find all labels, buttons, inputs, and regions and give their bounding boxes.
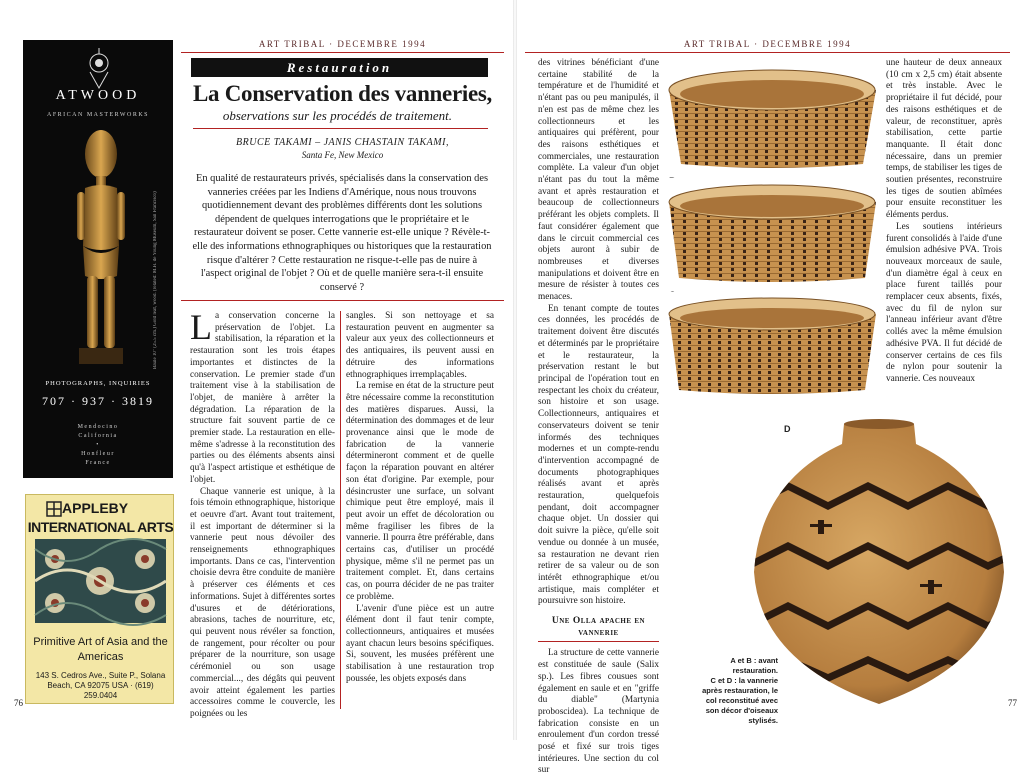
paragraph: Les soutiens intérieurs furent consolidés à l'aide d'une émulsion adhésive PVA. Trois nouveaux morceaux de saule, d'un diamètre égal à ceux en place furent taillés pour remplacer ceux absents, fixés, avec du fil de nylon sur l'anneau inférieur avant d'être collés avec la même émulsion adhésive PVA. Il fut décidé de conserver certains de ces fils de nylon pour soutenir la vannerie. Ces nouveaux <box>886 221 1002 384</box>
atwood-location-2b: France <box>85 460 111 466</box>
paragraph: La structure de cette vannerie est constituée de saule (Salix sp.). Les fibres cousues sont également en saule et en "griffe du diable" (Martynia proboscidea). La technique de fabrication consiste en un enroulement d'un cordon tressé posé et fixé sur trois tiges intérieures. Une section du col sur <box>538 648 659 776</box>
article-column-3 <box>538 58 659 776</box>
article-column-1 <box>190 307 335 719</box>
photo-caption-line-2: C et D : la vannerie après restauration, le col reconstitué avec son décor d'oiseaux stylisés. <box>702 676 778 725</box>
atwood-phone[interactable]: 707 · 937 · 3819 <box>42 394 154 408</box>
running-head-left: ART TRIBAL · DECEMBRE 1994 <box>181 39 504 53</box>
paragraph: des vitrines bénéficiant d'une certaine stabilité de la température et de l'humidité et n'étant pas ou peu manipulés, il n'en est pas de même chez les collectionneurs et les antiquaires qui préfèrent, pour des raisons esthétiques et commerciales, une restauration complète. La valeur d'un objet n'étant pas du tout la même avant et après restauration et beaucoup de collectionneurs préférant les objets complets. Il faut considérer également que dans le circuit commercial ces objets auront à subir de nombreuses et diverses manipulations et doivent être en mesure de résister à toutes ces menaces. <box>538 58 659 303</box>
paragraph: L'avenir d'une pièce est un autre élément dont il faut tenir compte, collectionneurs, antiquaires et musées ayant chacun leurs besoins spécifiques. Si, souvent, les musées préfèrent une stabilisation à une restauration trop poussée, les objets exposés dans <box>346 603 494 684</box>
article-title: La Conservation des vanneries, <box>193 81 492 106</box>
column-separator <box>340 311 341 709</box>
olla-photo-d <box>748 412 1010 708</box>
basket-photo-c <box>665 292 880 398</box>
appleby-logo-icon <box>46 501 62 517</box>
atwood-location-1b: California <box>78 433 118 439</box>
basket-photo-b <box>665 178 880 286</box>
atwood-location-2a: Honfleur <box>81 451 115 457</box>
paragraph: a conservation concerne la préservation de l'objet. La stabilisation, la réparation et la restauration sont les trois étapes importantes et distinctes de la conservation. Le premier stade d'un traitement vise à la stabilisation de l'objet, de manière à arrêter la dégradation. La réparation de la structure fait souvent partie de ce premier stade. La restauration en elle-même s'adresse à la reconstitution des parties ou des éléments absents ainsi qu'à l'aspect artistique et esthétique de l'objet. <box>190 311 335 485</box>
appleby-name: APPLEBY <box>62 500 129 516</box>
appleby-description: Primitive Art of Asia and the Americas <box>33 636 168 663</box>
author-location: Santa Fe, New Mexico <box>301 150 384 160</box>
atwood-photos-inquiries: PHOTOGRAPHS, INQUIRIES <box>45 380 151 387</box>
atwood-brand: ATWOOD <box>55 88 141 103</box>
appleby-textile-image <box>35 539 166 623</box>
appleby-name-2: INTERNATIONAL ARTS <box>27 519 174 535</box>
atwood-tagline: AFRICAN MASTERWORKS <box>46 112 149 118</box>
section-heading: Une Olla apache en vannerie <box>538 616 659 642</box>
paragraph: sangles. Si son nettoyage et sa restauration peuvent en augmenter sa valeur aux yeux des collectionneurs et des antiquaires, ils peuvent aussi en détruire des informations ethnographiques irremplaçables. <box>346 311 494 380</box>
article-column-2 <box>346 311 494 709</box>
article-column-4 <box>886 58 1002 408</box>
atwood-separator: • <box>96 442 100 448</box>
basket-photo-a <box>665 60 880 170</box>
photo-caption <box>700 656 778 726</box>
paragraph: La remise en état de la structure peut être nécessaire comme la reconstitution des matières disparues. Aussi, la détermination des dommages et de leur provenance ainsi que le mode de fabrication de la vannerie détermineront comment et de quelle façon la réparation pouvant en altérer son état d'origine. Par exemple, pour désincruster une surface, un solvant chimique peut être employé, mais il peut avoir un effet de décoloration ou même fragiliser les fibres de la vannerie. Il pourra être préférable, dans certains cas, d'utiliser un procédé physique, même s'il ne permet pas un traitement complet. Et, dans certains cas, on pourra décider de ne pas traiter ce problème. <box>346 381 494 602</box>
page-number-right: 77 <box>1008 698 1017 708</box>
paragraph: En tenant compte de toutes ces données, les procédés de traitement doivent être discutés et déterminés par le propriétaire et le restaurateur, la préservation restant le but principal de l'opération tout en respectant les choix du créateur, son histoire et son usage. Collectionneurs, antiquaires et conservateurs doivent se tenir informés des techniques modernes et un compte-rendu d'intervention accompagné de documents photographiques réalisés avant et après restauration, quelquefois pendant, doit accompagner chaque objet. Un dossier qui doit suivre la pièce, qu'elle soit vendue ou donnée à un musée, sa restauration ne devant rien retirer de sa valeur ou de son intérêt ethnographique et/ou artistique, mais compléter et poursuivre son histoire. <box>538 303 659 607</box>
gutter <box>513 0 517 740</box>
article-subtitle: observations sur les procédés de traitement. <box>222 108 452 123</box>
appleby-address-1: 143 S. Cedros Ave., Suite P., Solana <box>35 671 166 680</box>
baule-figure-photo <box>61 126 141 376</box>
paragraph: Chaque vannerie est unique, à la fois témoin ethnographique, historique et oeuvre d'art. Avant tout traitement, il est important de déterminer si la vannerie peut nous dévoiler des renseignements ethnographiques importants. Dans ce cas, l'intervention choisie devra être conduite de manière à préserver ces éléments et ces informations. Sujet à différentes sortes d'usures et de détériorations, abrasions, taches de nourriture, etc, qui peuvent nous révéler sa fonction, de rangement, pour récolter ou pour préparer de la nourriture, son usage cérémoniel ou son usage commercial..., des dégâts qui peuvent avoir atteint également les parties accessoires comme le couvercle, les poignées ou les <box>190 486 335 719</box>
article-intro: En qualité de restaurateurs privés, spécialisés dans la conservation des vanneries créées par les Indiens d'Amérique, nous nous trouvons quotidiennement devant des problèmes différents dont les solutions dépendent de quelques interrogations que le propriétaire et le restaurateur doivent se poser. Cette vannerie est-elle unique ? Révèle-t-elle des informations ethnographiques ou historiques que la restauration risque d'altérer ? Cette restauration ne risque-t-elle pas de nuire à l'aspect original de l'objet ? Où et de quelle manière sera-t-il ensuite conservé ? <box>192 173 492 293</box>
appleby-ad[interactable] <box>25 494 174 704</box>
intro-rule <box>181 300 504 301</box>
title-rule <box>193 128 488 129</box>
drop-cap: L <box>190 307 212 347</box>
page-number-left: 76 <box>14 698 23 708</box>
running-head-right: ART TRIBAL · DECEMBRE 1994 <box>525 39 1010 53</box>
atwood-caption: Baule 10" (25.5 cm.) Gold leaf, wood. (related: M.H. de Young Museum, San Francisco) <box>153 191 158 369</box>
atwood-location-1a: Mendocino <box>77 424 119 430</box>
photo-label-d: D <box>784 424 791 434</box>
paragraph: une hauteur de deux anneaux (10 cm x 2,5 cm) était absente et très instable. Avec le propriétaire il fut décidé, pour des raisons esthétiques et de valeur, de reconstituer, après stabilisation, cette partie manquante. Il était donc nécessaire, dans un premier temps, de stabiliser les tiges de soutien présentes, reconstruire les tiges de soutien abîmées pour ensuite reconstituer les éléments perdus. <box>886 58 1002 221</box>
atwood-logo <box>85 48 113 92</box>
authors: BRUCE TAKAMI – JANIS CHASTAIN TAKAMI, <box>236 137 449 148</box>
appleby-address-2: Beach, CA 92075 USA · (619) 259.0404 <box>47 681 154 700</box>
section-kicker: Restauration <box>191 58 488 77</box>
photo-caption-line-1: A et B : avant restauration. <box>730 656 778 675</box>
atwood-ad[interactable] <box>23 40 173 478</box>
